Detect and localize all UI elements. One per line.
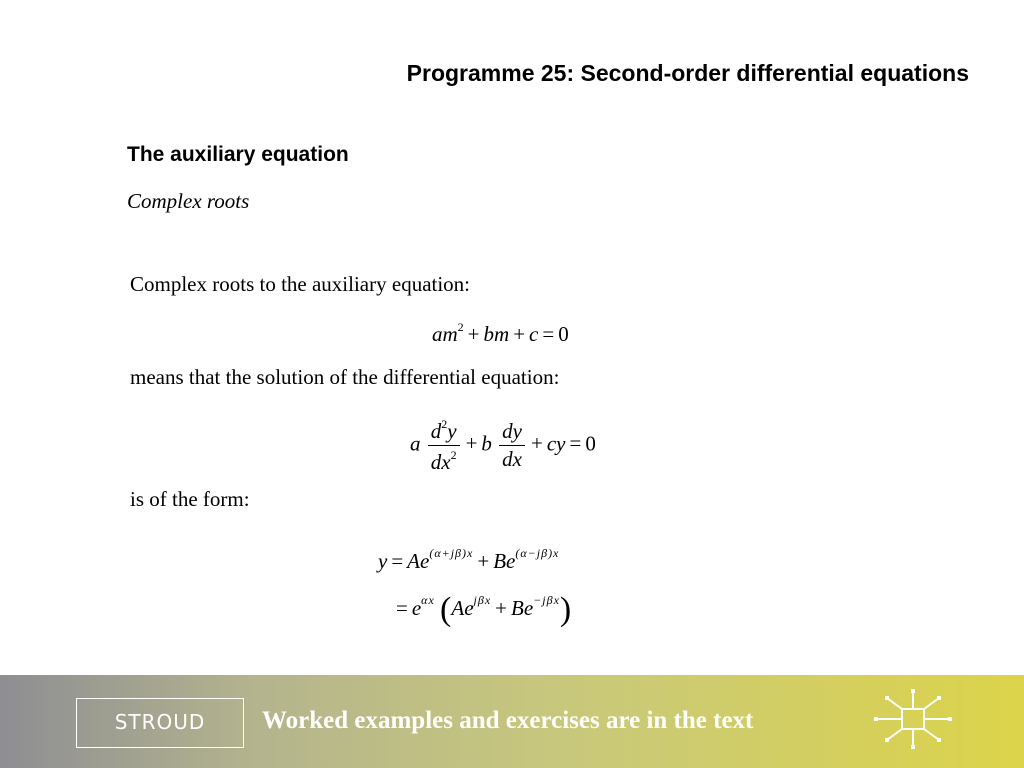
section-subheading: Complex roots: [127, 189, 250, 213]
network-node-icon: [873, 688, 953, 750]
solution-line-1: $y = Ae^{(\alpha+j\beta)x} + Be^{(\alpha-j\beta)x}$: [378, 546, 560, 573]
body-text-line-2: means that the solution of the differential equation:: [130, 365, 560, 389]
stroud-brand-box: [76, 698, 244, 748]
page-title: Programme 25: Second-order differential equations: [406, 60, 969, 86]
differential-equation: a $\frac{d^2y}{dx^2}$ + b $\frac{dy}{dx}$ + cy = 0: [410, 417, 596, 474]
section-heading: The auxiliary equation: [127, 143, 349, 166]
body-text-line-1: Complex roots to the auxiliary equation:: [130, 272, 471, 296]
auxiliary-equation: $am^2$ + bm + c = 0: [432, 320, 569, 346]
footer-bar: [0, 675, 1024, 768]
footer-note: Worked examples and exercises are in the text: [262, 707, 754, 734]
solution-line-2: = $e^{\alpha x}$ $(Ae^{j\beta x} + Be^{-j\beta x})$: [396, 591, 572, 628]
stroud-brand-label: STROUD: [114, 710, 206, 734]
body-text-line-3: is of the form:: [130, 487, 250, 511]
